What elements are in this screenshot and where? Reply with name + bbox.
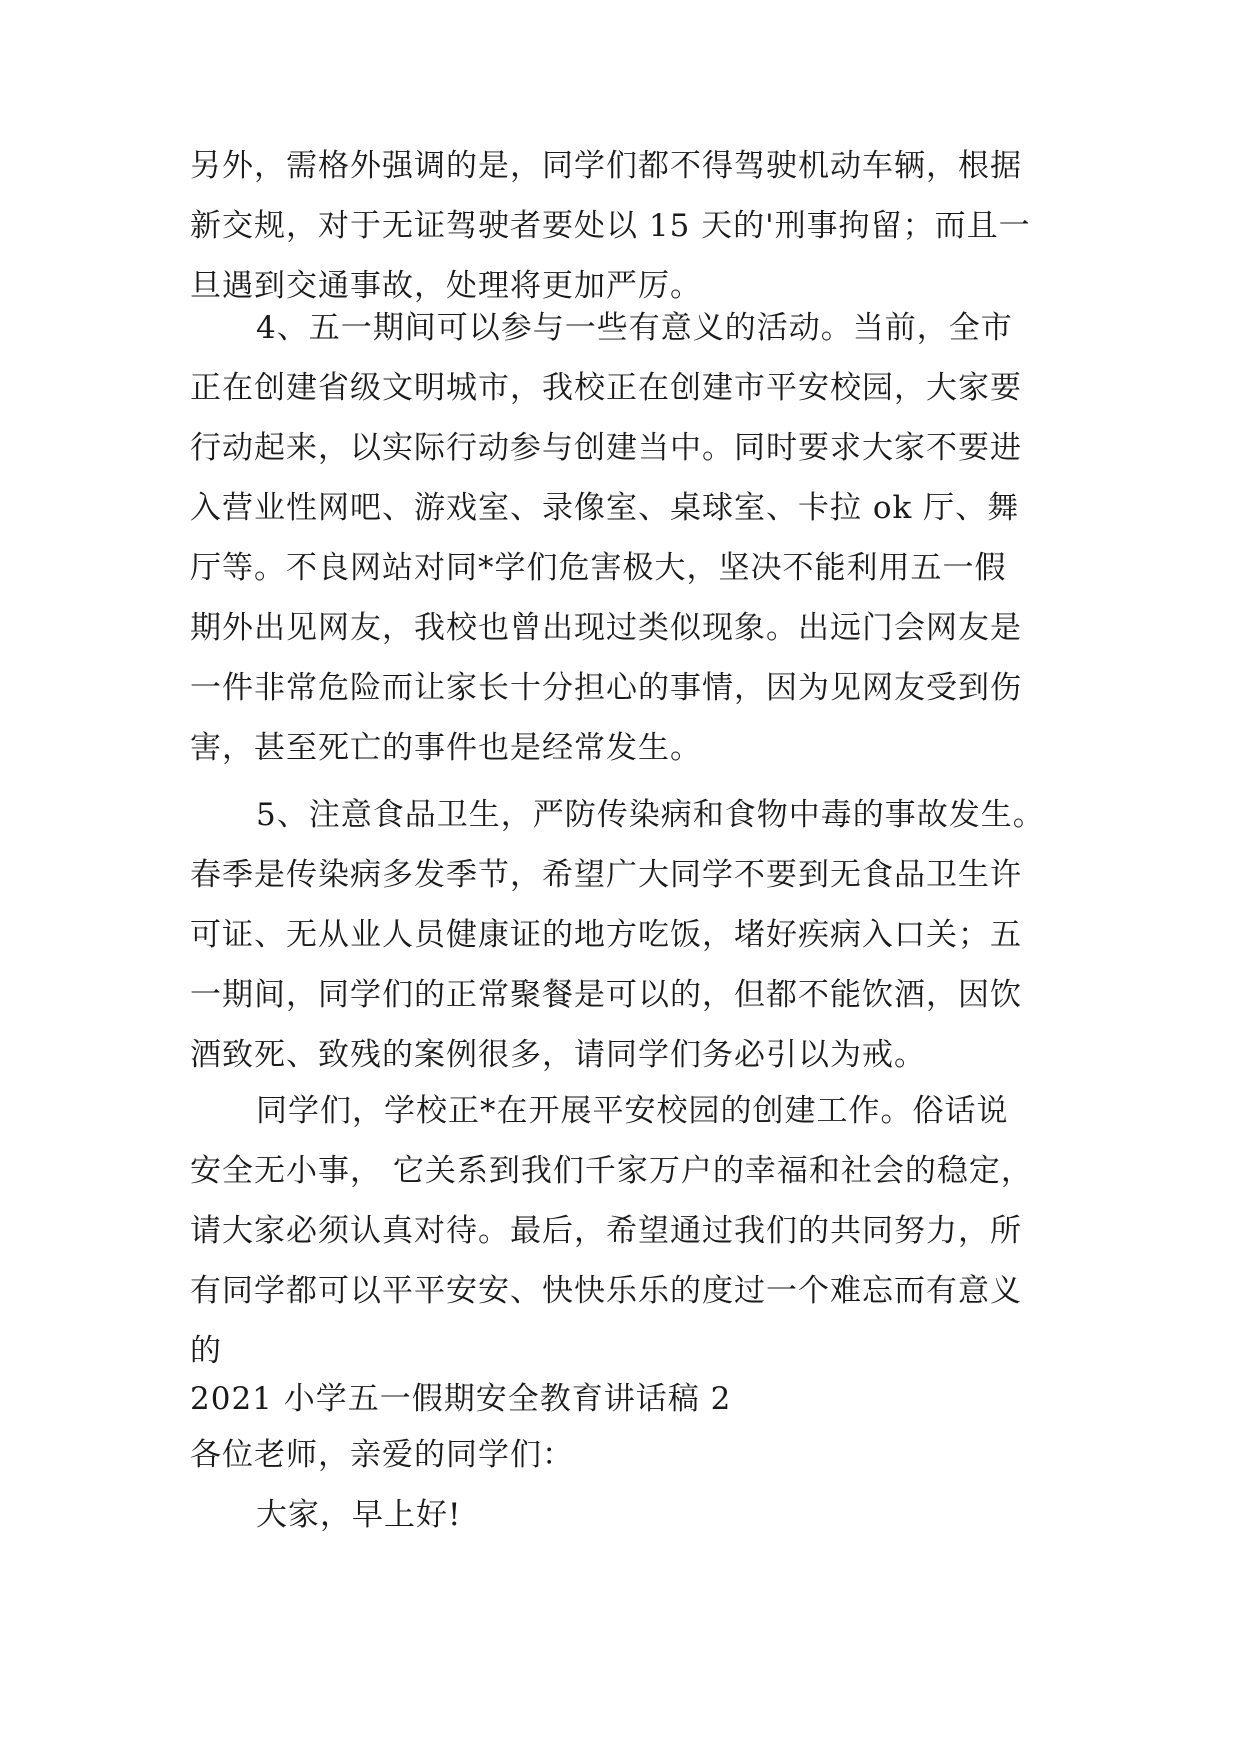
text-line: 安全无小事， 它关系到我们千家万户的幸福和社会的稳定， bbox=[190, 1153, 1033, 1189]
text-line: 春季是传染病多发季节，希望广大同学不要到无食品卫生许 bbox=[190, 857, 1022, 893]
text-line: 5、注意食品卫生，严防传染病和食物中毒的事故发生。 bbox=[256, 797, 1045, 833]
text-line: 新交规，对于无证驾驶者要处以 15 天的'刑事拘留；而且一 bbox=[190, 208, 1031, 244]
salutation: 各位老师，亲爱的同学们： bbox=[190, 1437, 574, 1473]
text-line: 厅等。不良网站对同*学们危害极大，坚决不能利用五一假 bbox=[190, 550, 1007, 586]
text-line: 的 bbox=[190, 1333, 222, 1369]
text-line: 酒致死、致残的案例很多，请同学们务必引以为戒。 bbox=[190, 1037, 926, 1073]
text-line: 另外，需格外强调的是，同学们都不得驾驶机动车辆，根据 bbox=[190, 148, 1022, 184]
text-line: 旦遇到交通事故，处理将更加严厉。 bbox=[190, 268, 702, 304]
text-line: 同学们，学校正*在开展平安校园的创建工作。俗话说 bbox=[256, 1093, 1009, 1129]
text-line: 期外出见网友，我校也曾出现过类似现象。出远门会网友是 bbox=[190, 610, 1022, 646]
text-line: 一件非常危险而让家长十分担心的事情，因为见网友受到伤 bbox=[190, 670, 1022, 706]
paragraph-item-4-activities bbox=[190, 298, 1060, 778]
paragraph-item-5-food-hygiene bbox=[190, 785, 1060, 1085]
paragraph-closing bbox=[190, 1081, 1060, 1381]
text-line: 入营业性网吧、游戏室、录像室、桌球室、卡拉 ok 厅、舞 bbox=[190, 490, 1020, 526]
text-line: 一期间，同学们的正常聚餐是可以的，但都不能饮酒，因饮 bbox=[190, 977, 1022, 1013]
speech-2-header bbox=[190, 1371, 1060, 1547]
text-line: 行动起来，以实际行动参与创建当中。同时要求大家不要进 bbox=[190, 430, 1022, 466]
text-line: 请大家必须认真对待。最后，希望通过我们的共同努力，所 bbox=[190, 1213, 1022, 1249]
section-title: 2021 小学五一假期安全教育讲话稿 2 bbox=[190, 1381, 732, 1417]
text-line: 可证、无从业人员健康证的地方吃饭，堵好疾病入口关；五 bbox=[190, 917, 1022, 953]
text-line: 正在创建省级文明城市，我校正在创建市平安校园，大家要 bbox=[190, 370, 1022, 406]
text-line: 害，甚至死亡的事件也是经常发生。 bbox=[190, 730, 702, 766]
text-line: 有同学都可以平平安安、快快乐乐的度过一个难忘而有意义 bbox=[190, 1273, 1022, 1309]
greeting: 大家，早上好! bbox=[256, 1497, 462, 1533]
text-line: 4、五一期间可以参与一些有意义的活动。当前，全市 bbox=[256, 310, 1013, 346]
paragraph-driving-rules bbox=[190, 136, 1060, 316]
